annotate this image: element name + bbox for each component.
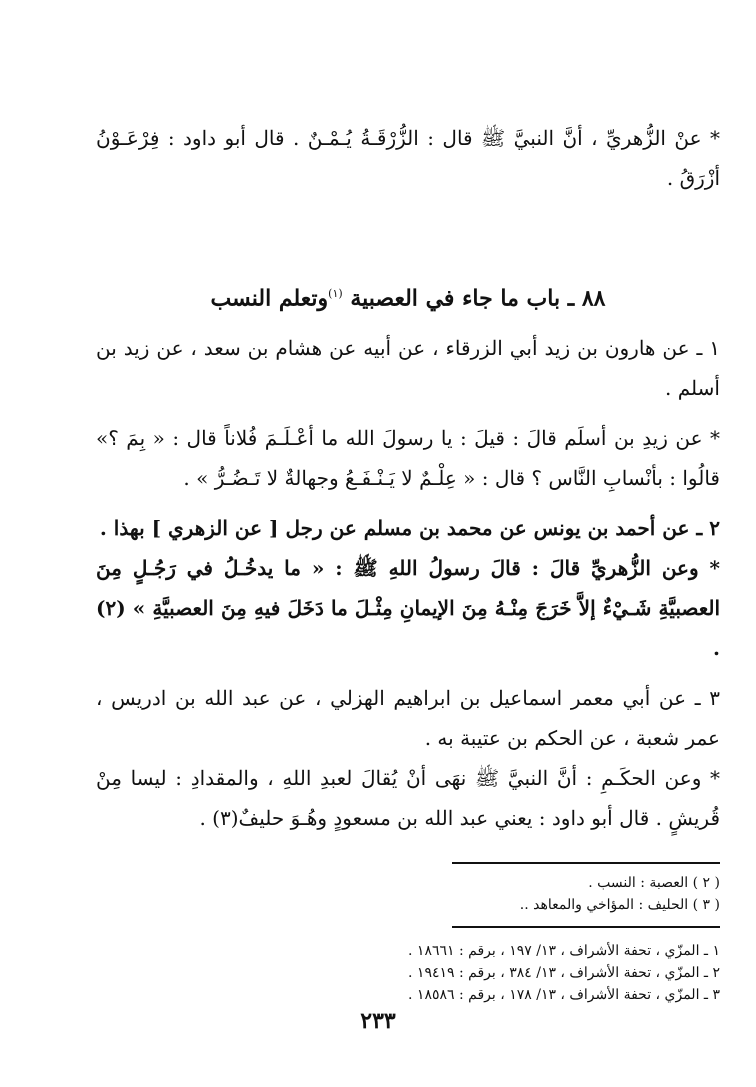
chapter-heading xyxy=(96,274,720,318)
paragraph-4: * وعن الزُّهريِّ قالَ : قالَ رسولُ اللهِ ﷺ : « ما يدخُـلُ في رَجُـلٍ مِنَ العصبيَّةِ شَـيْءٌ إلاَّ خَرَجَ مِنْـهُ مِنَ الإيمانِ مِثْـلَ ما دَخَلَ فيهِ مِنَ العصبيَّةِ » (٢) . xyxy=(96,556,720,661)
opening-hadith: * عنْ الزُّهريِّ ، أنَّ النبيَّ ﷺ قال : الزُّرْقَـةُ يُـمْـنٌ . قال أبو داود : فِرْعَـوْنُ أزْرَقُ . xyxy=(96,126,720,190)
paragraph-3: ٢ ـ عن أحمد بن يونس عن محمد بن مسلم عن رجل [ عن الزهري ] بهذا . xyxy=(99,516,720,541)
reference-3: ٣ ـ المزّي ، تحفة الأشراف ، ١٣/ ١٧٨ ، برقم : ١٨٥٨٦ . xyxy=(408,987,720,1004)
footnotes-section xyxy=(96,862,720,928)
paragraph-2: * عن زيدِ بن أسلَم قالَ : قيلَ : يا رسولَ الله ما أعْـلَـمَ فُلاناً قال : « بِمَ ؟» قالُوا : بأنْسابِ النَّاس ؟ قال : « عِلْـمٌ لا يَـنْـفَـعُ وجهالةٌ لا تَـضُـرُّ » . xyxy=(96,426,720,491)
reference-1: ١ ـ المزّي ، تحفة الأشراف ، ١٣/ ١٩٧ ، برقم : ١٨٦٦١ . xyxy=(408,943,720,960)
paragraph-5: ٣ ـ عن أبي معمر اسماعيل بن ابراهيم الهزلي ، عن عبد الله بن ادريس ، عمر شعبة ، عن الحكم بن عتيبة به . xyxy=(96,686,720,751)
references-section xyxy=(96,940,720,1006)
footnote-divider xyxy=(452,862,720,864)
chapter-heading-footnote-mark: (١) xyxy=(328,287,343,300)
chapter-heading-text: ٨٨ ـ باب ما جاء في العصبية xyxy=(350,285,606,312)
chapter-heading-tail: وتعلم النسب xyxy=(210,285,329,312)
references-divider xyxy=(452,926,720,928)
footnote-2: ( ٢ ) العصبة : النسب . xyxy=(588,875,720,892)
footnote-3: ( ٣ ) الحليف : المؤاخي والمعاهد .. xyxy=(519,897,720,914)
paragraph-6: * وعن الحكَـمِ : أنَّ النبيَّ ﷺ نهَى أنْ يُقالَ لعبدِ اللهِ ، والمقدادِ : ليسا مِنْ قُريشٍ . قال أبو داود : يعني عبد الله بن مسعودٍ وهُـوَ حليفٌ(٣) . xyxy=(96,766,720,831)
reference-2: ٢ ـ المزّي ، تحفة الأشراف ، ١٣/ ٣٨٤ ، برقم : ١٩٤١٩ . xyxy=(408,965,720,982)
paragraph-1: ١ ـ عن هارون بن زيد أبي الزرقاء ، عن أبيه عن هشام بن سعد ، عن زيد بن أسلم . xyxy=(96,336,720,401)
page-body xyxy=(96,118,720,1006)
page-number: ٢٣٣ xyxy=(360,1008,396,1034)
